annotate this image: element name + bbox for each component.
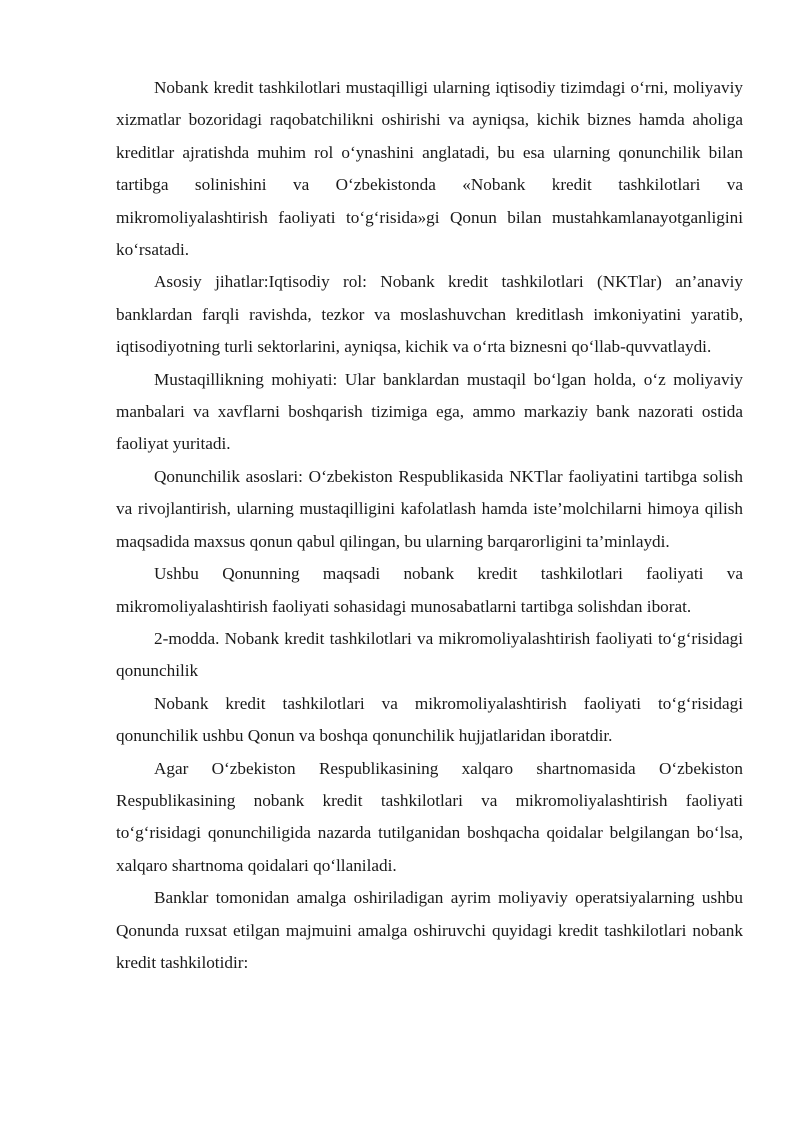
paragraph-law-purpose: Ushbu Qonunning maqsadi nobank kredit tashkilotlari faoliyati va mikromoliyalashtirish faoliyati sohasidagi munosabatlarni tartibga solishdan iborat. — [116, 564, 743, 616]
paragraph-nbko-definition: Banklar tomonidan amalga oshiriladigan ayrim moliyaviy operatsiyalarning ushbu Qonunda ruxsat etilgan majmuini amalga oshiruvchi quyidagi kredit tashkilotlari nobank kredit tashkilotidir: — [116, 888, 743, 972]
paragraph-independence-essence: Mustaqillikning mohiyati: Ular banklardan mustaqil bo‘lgan holda, o‘z moliyaviy manbalari va xavflarni boshqarish tizimiga ega, ammo markaziy bank nazorati ostida faoliyat yuritadi. — [116, 369, 743, 454]
paragraph-legal-basis: Qonunchilik asoslari: O‘zbekiston Respublikasida NKTlar faoliyatini tartibga solish va rivojlantirish, ularning mustaqilligini kafolatlash hamda iste’molchilarni himoya qilish maqsadida maxsus qonun qabul qilingan, bu ularning barqarorligini ta’minlaydi. — [116, 466, 743, 551]
article-2-heading: 2-modda. Nobank kredit tashkilotlari va mikromoliyalashtirish faoliyati to‘g‘risidagi qonunchilik — [116, 628, 743, 681]
paragraph-nkt-independence: Nobank kredit tashkilotlari mustaqilligi ularning iqtisodiy tizimdagi o‘rni, moliyaviy xizmatlar bozoridagi raqobatchilikni oshirishi va ayniqsa, kichik biznes hamda aholiga kreditlar ajratishda muhim rol o‘ynashini anglatadi, bu esa ularning qonunchilik bilan tartibga solinishini va O‘zbekistonda «Nobank kredit tashkilotlari va mikromoliyalashtirish faoliyati to‘g‘risida»gi Qonun bilan mustahkamlanayotganligini ko‘rsatadi. — [116, 78, 743, 260]
paragraph-key-aspects: Asosiy jihatlar:Iqtisodiy rol: Nobank kredit tashkilotlari (NKTlar) an’anaviy banklardan farqli ravishda, tezkor va moslashuvchan kreditlash imkoniyatini yaratib, iqtisodiyotning turli sektorlarini, ayniqsa, kichik va o‘rta biznesni qo‘llab-quvvatlaydi. — [116, 272, 743, 357]
paragraph-international-treaty: Agar O‘zbekiston Respublikasining xalqaro shartnomasida O‘zbekiston Respublikasining nobank kredit tashkilotlari va mikromoliyalashtirish faoliyati to‘g‘risidagi qonunchiligida nazarda tutilganidan boshqacha qoidalar belgilangan bo‘lsa, xalqaro shartnoma qoidalari qo‘llaniladi. — [116, 758, 743, 875]
document-page — [116, 72, 743, 979]
paragraph-legislation-composition: Nobank kredit tashkilotlari va mikromoliyalashtirish faoliyati to‘g‘risidagi qonunchilik ushbu Qonun va boshqa qonunchilik hujjatlaridan iboratdir. — [116, 693, 743, 746]
